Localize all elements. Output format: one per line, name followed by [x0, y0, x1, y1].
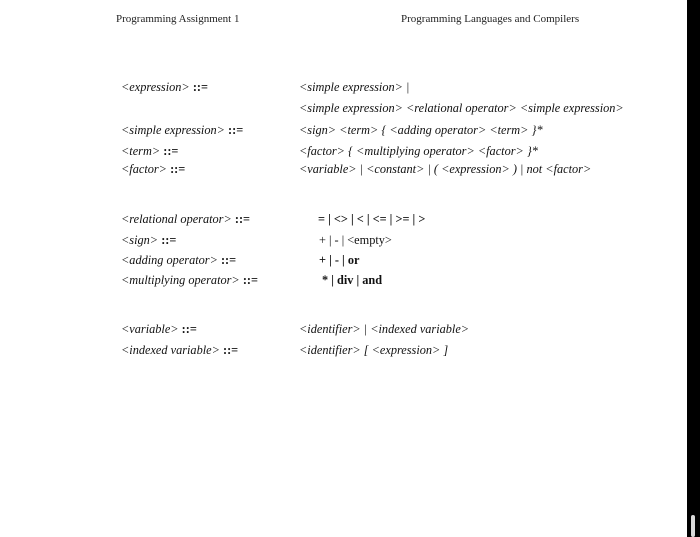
rule-lhs: <indexed variable> ::=	[121, 343, 239, 357]
right-edge-bar	[687, 0, 700, 537]
rule-lhs: <multiplying operator> ::=	[121, 273, 259, 287]
rule-lhs: <term> ::=	[121, 144, 179, 158]
rule-lhs: <expression> ::=	[121, 80, 209, 94]
rule-rhs: <factor> { <multiplying operator> <factor> }*	[299, 144, 538, 158]
rule-rhs: <variable> | <constant> | ( <expression> ) | not <factor>	[299, 162, 592, 176]
rule-rhs: + | - | or	[319, 253, 360, 267]
rule-lhs: <relational operator> ::=	[121, 212, 251, 226]
scrollbar-thumb[interactable]	[691, 515, 695, 537]
rule-rhs: <identifier> [ <expression> ]	[299, 343, 449, 357]
rule-lhs: <sign> ::=	[121, 233, 177, 247]
rule-rhs: <simple expression> |	[299, 80, 410, 94]
rule-rhs: <identifier> | <indexed variable>	[299, 322, 470, 336]
rule-lhs: <simple expression> ::=	[121, 123, 244, 137]
rule-lhs: <adding operator> ::=	[121, 253, 237, 267]
header-left: Programming Assignment 1	[116, 13, 240, 25]
rule-rhs: <sign> <term> { <adding operator> <term> }*	[299, 123, 543, 137]
rule-rhs: + | - | <empty>	[319, 233, 392, 247]
rule-rhs: = | <> | < | <= | >= | >	[318, 212, 426, 226]
rule-lhs: <variable> ::=	[121, 322, 197, 336]
header-right: Programming Languages and Compilers	[401, 13, 580, 25]
rule-rhs: <simple expression> <relational operator> <simple expression>	[299, 101, 624, 115]
rule-rhs: * | div | and	[322, 273, 383, 287]
rule-lhs: <factor> ::=	[121, 162, 186, 176]
